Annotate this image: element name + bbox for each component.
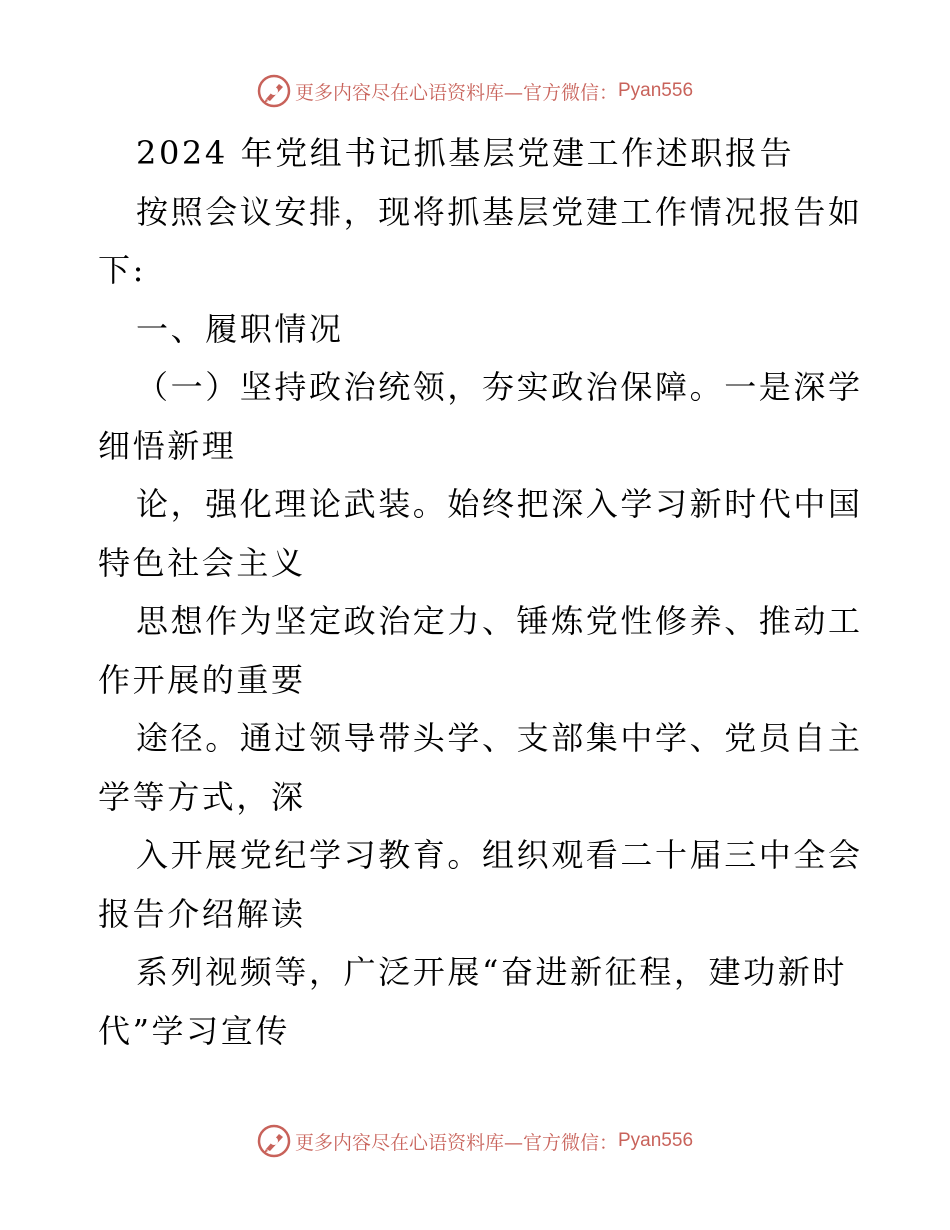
watermark-wechat-id: Pyan556 [618, 80, 694, 101]
paragraph-line: 系列视频等，广泛开展“奋进新征程，建功新时 [136, 953, 847, 991]
watermark-wechat-id: Pyan556 [618, 1130, 694, 1151]
document-body [98, 124, 863, 1060]
pen-logo-icon [257, 1124, 291, 1158]
watermark-text: 更多内容尽在心语资料库—官方微信： [294, 1131, 618, 1154]
paragraph-line: 报告介绍解读 [98, 894, 306, 933]
paragraph-line: 细悟新理 [98, 426, 237, 465]
document-title: 2024 年党组书记抓基层党建工作述职报告 [136, 134, 795, 172]
paragraph-line: 入开展党纪学习教育。组织观看二十届三中全会 [136, 836, 863, 874]
paragraph-line: 作开展的重要 [98, 660, 306, 699]
section-heading: 一、履职情况 [136, 309, 344, 348]
paragraph-line: 学等方式，深 [98, 777, 306, 816]
subsection-heading: （一）坚持政治统领，夯实政治保障。一是深学 [136, 368, 863, 406]
pen-logo-icon [257, 74, 291, 108]
paragraph-line: 思想作为坚定政治定力、锤炼党性修养、推动工 [136, 602, 863, 640]
paragraph-line: 论，强化理论武装。始终把深入学习新时代中国 [136, 485, 863, 523]
paragraph-line: 特色社会主义 [98, 543, 306, 582]
watermark-text: 更多内容尽在心语资料库—官方微信： [294, 81, 618, 104]
paragraph-line: 按照会议安排，现将抓基层党建工作情况报告如 [136, 192, 863, 231]
watermark-header [0, 71, 950, 111]
paragraph-line: 下: [98, 251, 146, 289]
watermark-footer [0, 1121, 950, 1161]
paragraph-line: 途径。通过领导带头学、支部集中学、党员自主 [136, 719, 863, 757]
paragraph-line: 代”学习宣传 [98, 1011, 290, 1050]
